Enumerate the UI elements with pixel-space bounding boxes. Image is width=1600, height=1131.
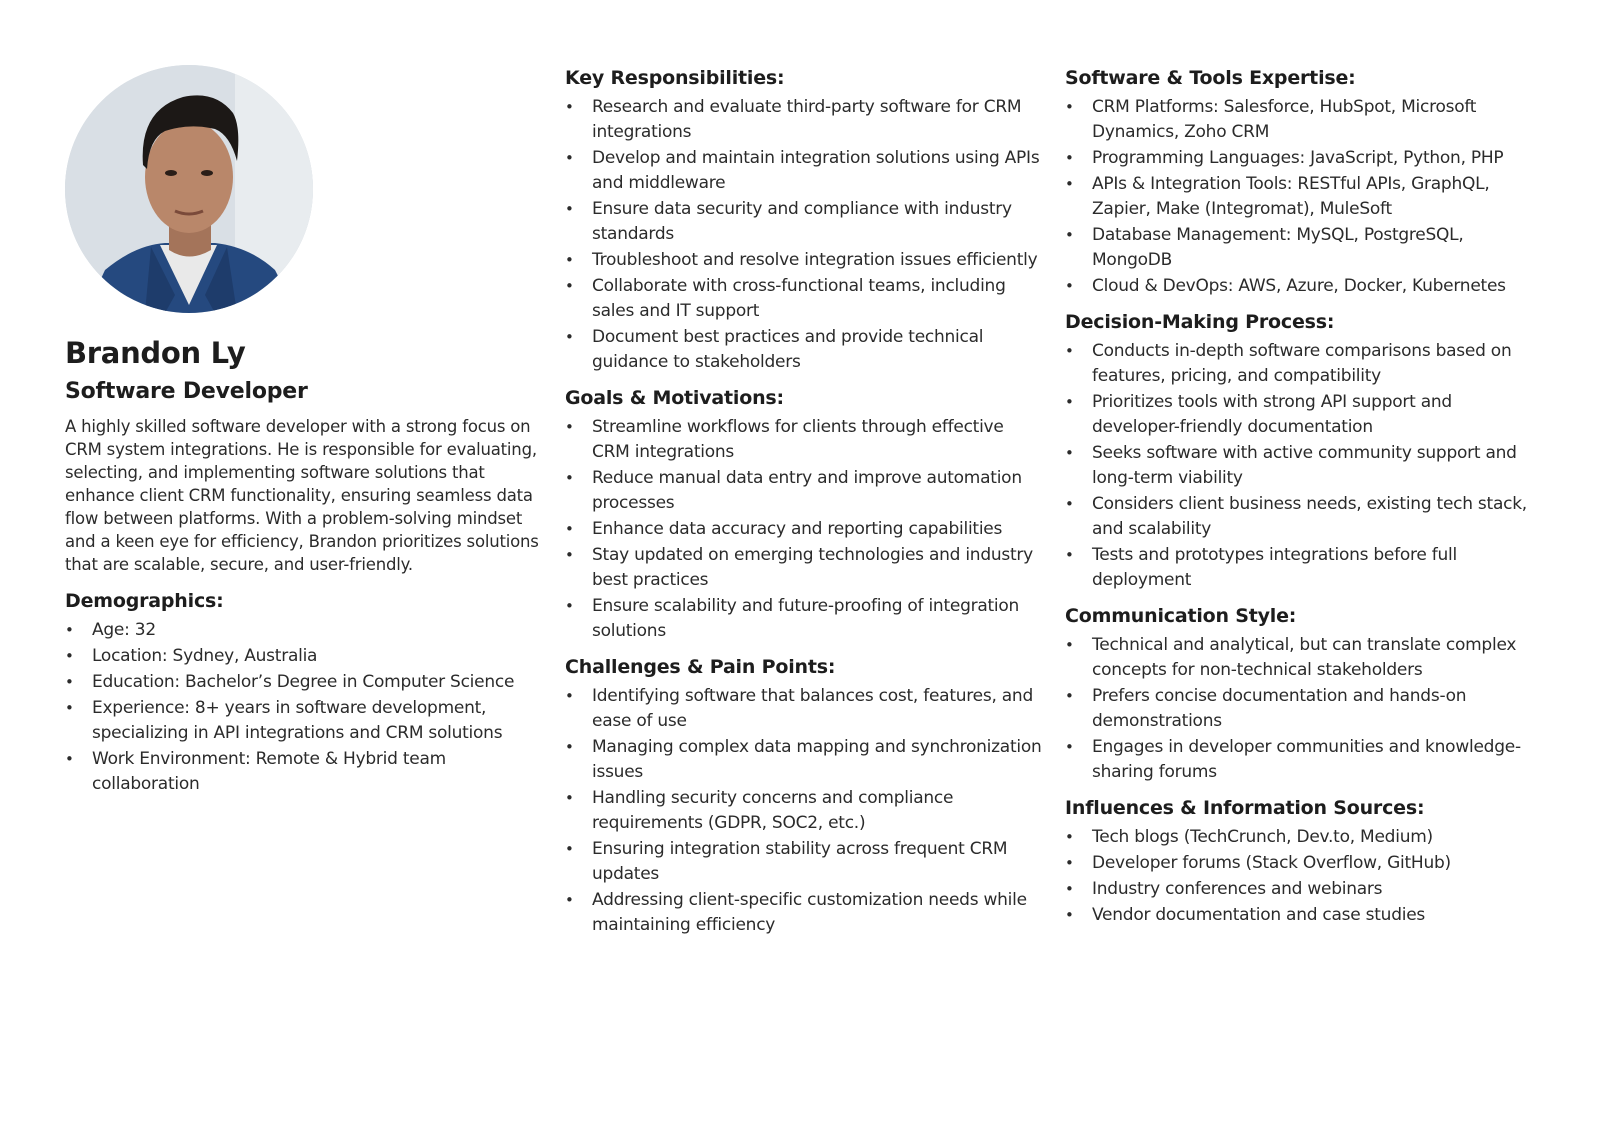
- list-item: • Prefers concise documentation and hands-on demonstrations: [1065, 684, 1535, 734]
- demographics-list: [65, 618, 545, 797]
- list-item: • Document best practices and provide technical guidance to stakeholders: [565, 325, 1045, 375]
- responsibilities-title: Key Responsibilities:: [565, 67, 785, 89]
- list-item: • CRM Platforms: Salesforce, HubSpot, Microsoft Dynamics, Zoho CRM: [1065, 95, 1535, 145]
- list-item: • Conducts in-depth software comparisons based on features, pricing, and compatibility: [1065, 339, 1535, 389]
- communication-title: Communication Style:: [1065, 605, 1297, 627]
- list-item: • Addressing client-specific customization needs while maintaining efficiency: [565, 888, 1045, 938]
- list-item: • Location: Sydney, Australia: [65, 644, 545, 669]
- decision-list: [1065, 339, 1535, 593]
- list-item: • Industry conferences and webinars: [1065, 877, 1535, 902]
- list-item: • Seeks software with active community support and long-term viability: [1065, 441, 1535, 491]
- list-item: • Education: Bachelor’s Degree in Computer Science: [65, 670, 545, 695]
- middle-column: [565, 65, 1045, 939]
- tools-list: [1065, 95, 1535, 299]
- challenges-title: Challenges & Pain Points:: [565, 656, 836, 678]
- list-item: • Troubleshoot and resolve integration issues efficiently: [565, 248, 1045, 273]
- list-item: • Handling security concerns and compliance requirements (GDPR, SOC2, etc.): [565, 786, 1045, 836]
- list-item: • Prioritizes tools with strong API support and developer-friendly documentation: [1065, 390, 1535, 440]
- list-item: • Tests and prototypes integrations before full deployment: [1065, 543, 1535, 593]
- list-item: • Ensure data security and compliance with industry standards: [565, 197, 1045, 247]
- list-item: • Vendor documentation and case studies: [1065, 903, 1535, 928]
- list-item: • Age: 32: [65, 618, 545, 643]
- influences-list: [1065, 825, 1535, 928]
- list-item: • Ensure scalability and future-proofing of integration solutions: [565, 594, 1045, 644]
- avatar-photo: [65, 65, 313, 313]
- list-item: • Cloud & DevOps: AWS, Azure, Docker, Kubernetes: [1065, 274, 1535, 299]
- list-item: • Ensuring integration stability across frequent CRM updates: [565, 837, 1045, 887]
- demographics-title: Demographics:: [65, 590, 224, 612]
- responsibilities-list: [565, 95, 1045, 375]
- profile-role: Software Developer: [65, 379, 308, 404]
- list-item: • Tech blogs (TechCrunch, Dev.to, Medium): [1065, 825, 1535, 850]
- list-item: • Experience: 8+ years in software development, specializing in API integrations and CRM solutions: [65, 696, 545, 746]
- profile-bio: A highly skilled software developer with a strong focus on CRM system integrations. He is responsible for evaluating, selecting, and implementing software solutions that enhance client CRM functionality, ensuring seamless data flow between platforms. With a problem-solving mindset and a keen eye for efficiency, Brandon prioritizes solutions that are scalable, secure, and user-friendly.: [65, 417, 539, 574]
- right-column: [1065, 65, 1535, 929]
- decision-title: Decision-Making Process:: [1065, 311, 1335, 333]
- list-item: • Reduce manual data entry and improve automation processes: [565, 466, 1045, 516]
- list-item: • Identifying software that balances cost, features, and ease of use: [565, 684, 1045, 734]
- list-item: • Considers client business needs, existing tech stack, and scalability: [1065, 492, 1535, 542]
- influences-title: Influences & Information Sources:: [1065, 797, 1425, 819]
- list-item: • APIs & Integration Tools: RESTful APIs, GraphQL, Zapier, Make (Integromat), MuleSoft: [1065, 172, 1535, 222]
- list-item: • Enhance data accuracy and reporting capabilities: [565, 517, 1045, 542]
- tools-title: Software & Tools Expertise:: [1065, 67, 1356, 89]
- list-item: • Research and evaluate third-party software for CRM integrations: [565, 95, 1045, 145]
- list-item: • Collaborate with cross-functional teams, including sales and IT support: [565, 274, 1045, 324]
- profile-column: [65, 65, 545, 798]
- communication-list: [1065, 633, 1535, 785]
- challenges-list: [565, 684, 1045, 938]
- list-item: • Develop and maintain integration solutions using APIs and middleware: [565, 146, 1045, 196]
- list-item: • Work Environment: Remote & Hybrid team collaboration: [65, 747, 545, 797]
- goals-title: Goals & Motivations:: [565, 387, 784, 409]
- list-item: • Engages in developer communities and knowledge-sharing forums: [1065, 735, 1535, 785]
- goals-list: [565, 415, 1045, 644]
- list-item: • Managing complex data mapping and synchronization issues: [565, 735, 1045, 785]
- list-item: • Streamline workflows for clients through effective CRM integrations: [565, 415, 1045, 465]
- list-item: • Stay updated on emerging technologies and industry best practices: [565, 543, 1045, 593]
- list-item: • Developer forums (Stack Overflow, GitHub): [1065, 851, 1535, 876]
- list-item: • Technical and analytical, but can translate complex concepts for non-technical stakeholders: [1065, 633, 1535, 683]
- list-item: • Programming Languages: JavaScript, Python, PHP: [1065, 146, 1535, 171]
- avatar: [65, 65, 313, 313]
- profile-name: Brandon Ly: [65, 336, 246, 370]
- list-item: • Database Management: MySQL, PostgreSQL, MongoDB: [1065, 223, 1535, 273]
